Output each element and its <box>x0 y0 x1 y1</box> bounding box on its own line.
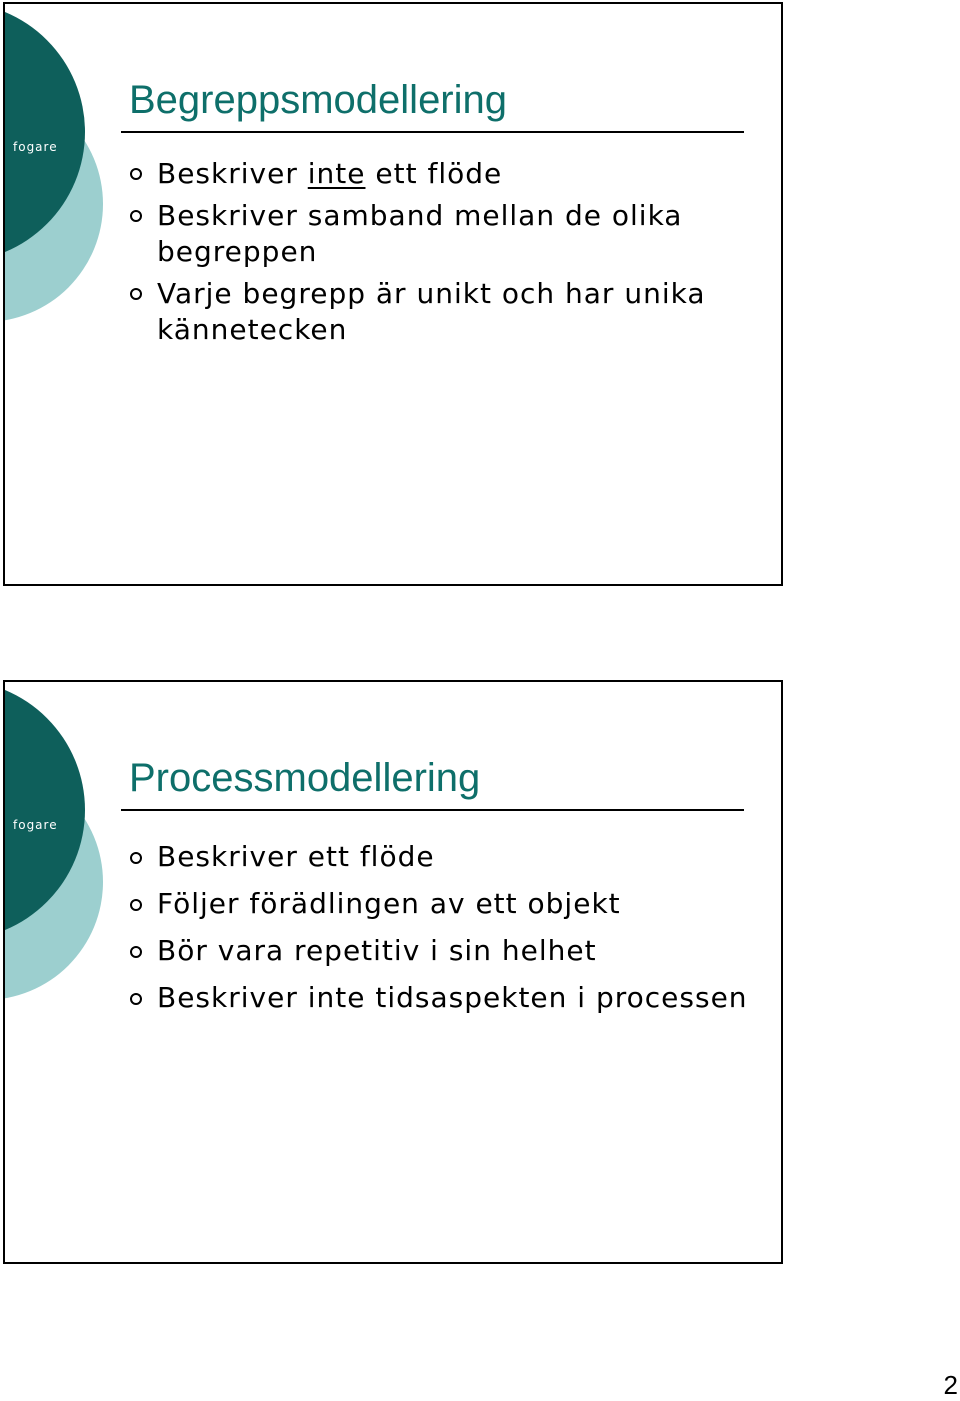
teal-arc-decoration <box>5 4 105 344</box>
circle-bullet-icon <box>130 210 142 222</box>
fogare-logo: fogare <box>13 140 58 154</box>
bullet-text-pre: Beskriver <box>157 157 308 190</box>
circle-bullet-icon <box>130 852 142 864</box>
bullet-text: Följer förädlingen av ett objekt <box>157 887 621 920</box>
circle-bullet-icon <box>130 168 142 180</box>
circle-bullet-icon <box>130 946 142 958</box>
bullet-item <box>127 981 757 1015</box>
bullet-list <box>127 840 757 1028</box>
slide-begreppsmodellering <box>3 2 783 586</box>
slide-processmodellering <box>3 680 783 1264</box>
title-divider <box>121 131 744 133</box>
bullet-text: Varje begrepp är unikt och har unika kännetecken <box>157 277 706 346</box>
bullet-text-underlined: inte <box>307 157 366 190</box>
teal-arc-decoration <box>5 682 105 1022</box>
page-number: 2 <box>943 1370 958 1400</box>
bullet-item <box>127 276 757 348</box>
bullet-item <box>127 887 757 921</box>
bullet-text-post: ett flöde <box>365 157 503 190</box>
slide-title: Processmodellering <box>129 756 481 800</box>
bullet-list <box>127 156 757 354</box>
bullet-item <box>127 840 757 874</box>
bullet-text: Beskriver ett flöde <box>157 840 435 873</box>
circle-bullet-icon <box>130 993 142 1005</box>
circle-bullet-icon <box>130 899 142 911</box>
title-divider <box>121 809 744 811</box>
bullet-text: Bör vara repetitiv i sin helhet <box>157 934 597 967</box>
fogare-logo: fogare <box>13 818 58 832</box>
bullet-item <box>127 156 757 192</box>
bullet-item <box>127 198 757 270</box>
circle-bullet-icon <box>130 288 142 300</box>
bullet-text: Beskriver samband mellan de olika begreppen <box>157 199 683 268</box>
bullet-text: Beskriver inte tidsaspekten i processen <box>157 981 748 1014</box>
slide-title: Begreppsmodellering <box>129 78 508 122</box>
bullet-item <box>127 934 757 968</box>
